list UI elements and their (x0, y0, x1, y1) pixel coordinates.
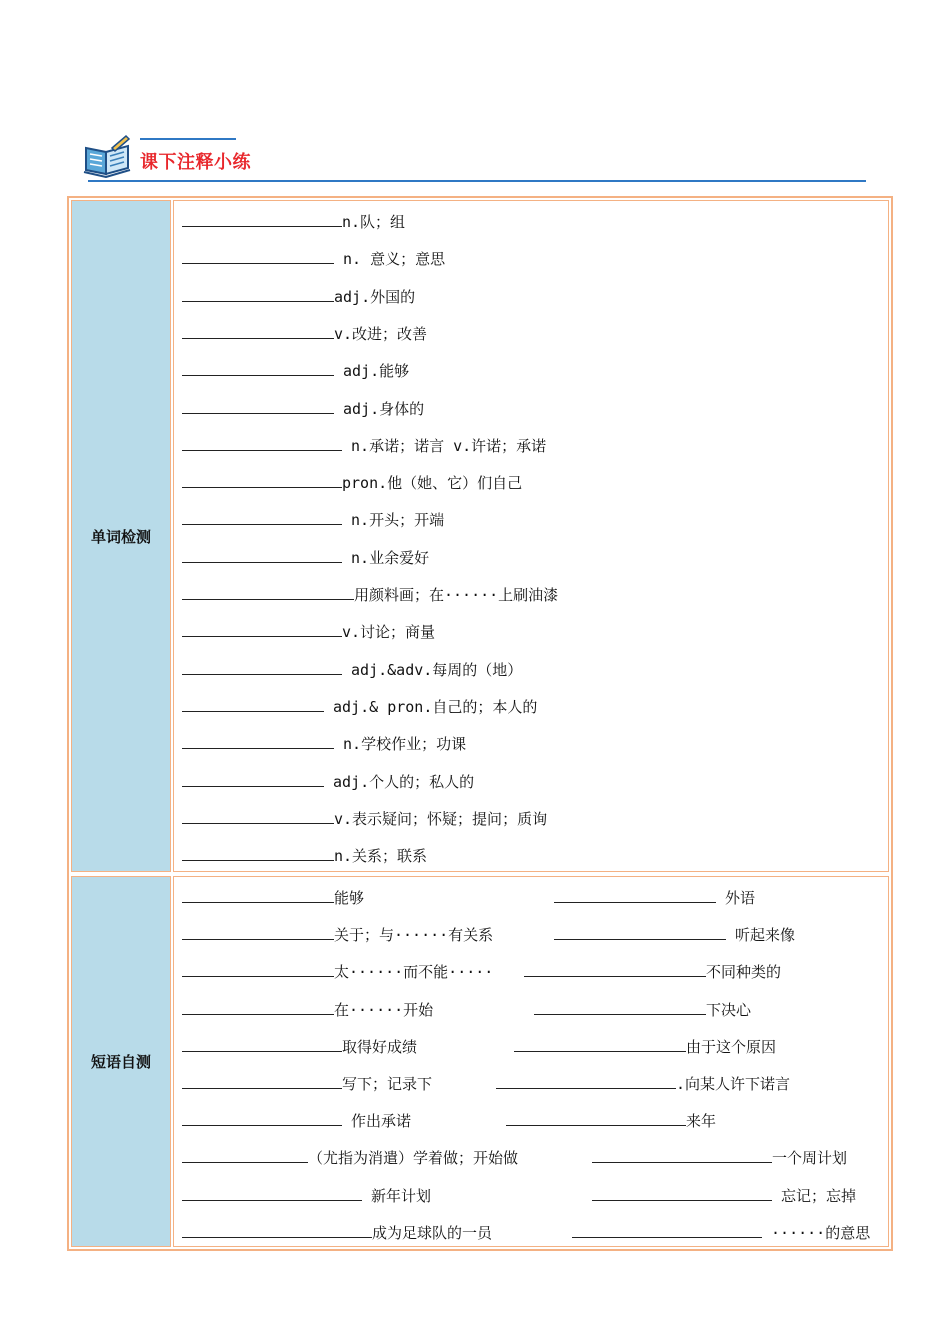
meaning-text: 新年计划 (362, 1186, 432, 1205)
answer-blank[interactable] (182, 997, 334, 1015)
meaning-text: 太······而不能····· (334, 963, 494, 982)
meaning-text: adj.个人的；私人的 (324, 772, 475, 791)
answer-blank[interactable] (182, 433, 342, 451)
meaning-text: 用颜料画；在······上刷油漆 (354, 586, 559, 604)
phrase-item-left (182, 997, 433, 1021)
meaning-text: 来年 (686, 1112, 717, 1131)
phrase-check-label: 短语自测 (71, 876, 171, 1247)
answer-blank[interactable] (182, 769, 324, 787)
meaning-text: v.改进；改善 (334, 324, 428, 343)
phrase-item-left (182, 885, 364, 909)
exercise-table (67, 196, 893, 1251)
phrase-item-right (524, 959, 781, 983)
meaning-text: pron.他（她、它）们自己 (342, 474, 523, 493)
answer-blank[interactable] (182, 657, 342, 675)
word-item (182, 545, 429, 569)
meaning-text: 不同种类的 (706, 963, 782, 982)
title-underline (88, 180, 866, 182)
answer-blank[interactable] (182, 806, 334, 824)
meaning-text: 在······开始 (334, 1000, 434, 1019)
meaning-text: 由于这个原因 (686, 1037, 777, 1056)
phrase-item-left (182, 1071, 432, 1095)
answer-blank[interactable] (182, 694, 324, 712)
phrase-check-section (69, 874, 891, 1249)
word-item (182, 396, 424, 420)
phrase-item-right (514, 1034, 776, 1058)
answer-blank[interactable] (572, 1220, 762, 1238)
word-item (182, 470, 522, 494)
meaning-text: adj.&adv.每周的（地） (342, 660, 523, 679)
answer-blank[interactable] (514, 1034, 686, 1052)
phrase-item-right (554, 885, 755, 909)
word-check-section (69, 198, 891, 874)
word-item (182, 769, 474, 793)
answer-blank[interactable] (182, 545, 342, 563)
word-item (182, 657, 522, 681)
meaning-text: n.队；组 (342, 213, 406, 231)
phrase-item-right (506, 1108, 716, 1132)
answer-blank[interactable] (496, 1071, 676, 1089)
word-check-content (173, 200, 889, 872)
word-item (182, 433, 546, 457)
answer-blank[interactable] (182, 396, 334, 414)
title-top-rule (140, 138, 236, 140)
section-title: 课下注释小练 (140, 152, 251, 173)
meaning-text: （尤指为消遣）学着做；开始做 (308, 1149, 519, 1168)
phrase-item-right (534, 997, 751, 1021)
meaning-text: n.关系；联系 (334, 847, 428, 866)
answer-blank[interactable] (182, 470, 342, 488)
phrase-item-right (572, 1220, 870, 1244)
meaning-text: 听起来像 (726, 926, 796, 945)
meaning-text: adj.& pron.自己的；本人的 (324, 697, 538, 716)
phrase-item-left (182, 1108, 411, 1132)
answer-blank[interactable] (182, 209, 342, 227)
word-item (182, 582, 558, 606)
phrase-item-left (182, 1183, 431, 1207)
word-check-label: 单词检测 (71, 200, 171, 872)
meaning-text: n.业余爱好 (342, 548, 430, 567)
answer-blank[interactable] (182, 1145, 308, 1163)
answer-blank[interactable] (182, 284, 334, 302)
answer-blank[interactable] (554, 885, 716, 903)
meaning-text: v.讨论；商量 (342, 623, 436, 642)
answer-blank[interactable] (182, 246, 334, 264)
answer-blank[interactable] (554, 922, 726, 940)
meaning-text: 下决心 (706, 1000, 752, 1019)
word-item (182, 619, 435, 643)
word-item (182, 806, 547, 830)
meaning-text: adj.能够 (334, 362, 410, 381)
phrase-item-left (182, 1220, 492, 1244)
meaning-text: 写下；记录下 (342, 1075, 433, 1093)
answer-blank[interactable] (592, 1145, 772, 1163)
answer-blank[interactable] (182, 1071, 342, 1089)
word-item (182, 694, 537, 718)
meaning-text: n.学校作业；功课 (334, 735, 467, 754)
meaning-text: 成为足球队的一员 (372, 1223, 493, 1242)
answer-blank[interactable] (182, 843, 334, 861)
answer-blank[interactable] (182, 731, 334, 749)
meaning-text: adj.身体的 (334, 399, 425, 418)
answer-blank[interactable] (182, 358, 334, 376)
answer-blank[interactable] (182, 507, 342, 525)
answer-blank[interactable] (182, 885, 334, 903)
meaning-text: 忘记；忘掉 (772, 1186, 857, 1205)
meaning-text: adj.外国的 (334, 287, 416, 306)
section-header (82, 128, 866, 188)
answer-blank[interactable] (182, 619, 342, 637)
word-item (182, 731, 466, 755)
meaning-text: 外语 (716, 889, 756, 907)
meaning-text: 作出承诺 (342, 1112, 412, 1131)
meaning-text: ······的意思 (762, 1223, 871, 1242)
phrase-item-left (182, 959, 493, 983)
answer-blank[interactable] (592, 1183, 772, 1201)
phrase-item-left (182, 1034, 417, 1058)
meaning-text: 取得好成绩 (342, 1037, 418, 1056)
phrase-check-content (173, 876, 889, 1247)
meaning-text: n. 意义；意思 (334, 250, 446, 269)
answer-blank[interactable] (534, 997, 706, 1015)
word-item (182, 321, 427, 345)
phrase-item-left (182, 922, 493, 946)
answer-blank[interactable] (182, 922, 334, 940)
answer-blank[interactable] (182, 1108, 342, 1126)
book-icon (82, 134, 134, 178)
meaning-text: v.表示疑问；怀疑；提问；质询 (334, 809, 548, 828)
answer-blank[interactable] (182, 959, 334, 977)
word-item (182, 507, 444, 531)
word-item (182, 843, 427, 867)
answer-blank[interactable] (506, 1108, 686, 1126)
phrase-item-right (592, 1183, 856, 1207)
answer-blank[interactable] (182, 1183, 362, 1201)
answer-blank[interactable] (182, 1034, 342, 1052)
answer-blank[interactable] (182, 1220, 372, 1238)
word-item (182, 284, 415, 308)
word-item (182, 246, 445, 270)
meaning-text: 能够 (334, 889, 365, 907)
meaning-text: 关于；与······有关系 (334, 926, 494, 945)
meaning-text: .向某人许下诺言 (676, 1075, 791, 1093)
phrase-item-left (182, 1145, 518, 1169)
answer-blank[interactable] (182, 321, 334, 339)
word-item (182, 209, 405, 233)
meaning-text: n.开头；开端 (342, 511, 445, 530)
phrase-item-right (496, 1071, 790, 1095)
answer-blank[interactable] (182, 582, 354, 600)
word-item (182, 358, 409, 382)
meaning-text: 一个周计划 (772, 1149, 848, 1168)
answer-blank[interactable] (524, 959, 706, 977)
meaning-text: n.承诺；诺言 v.许诺；承诺 (342, 436, 547, 455)
phrase-item-right (554, 922, 795, 946)
phrase-item-right (592, 1145, 847, 1169)
